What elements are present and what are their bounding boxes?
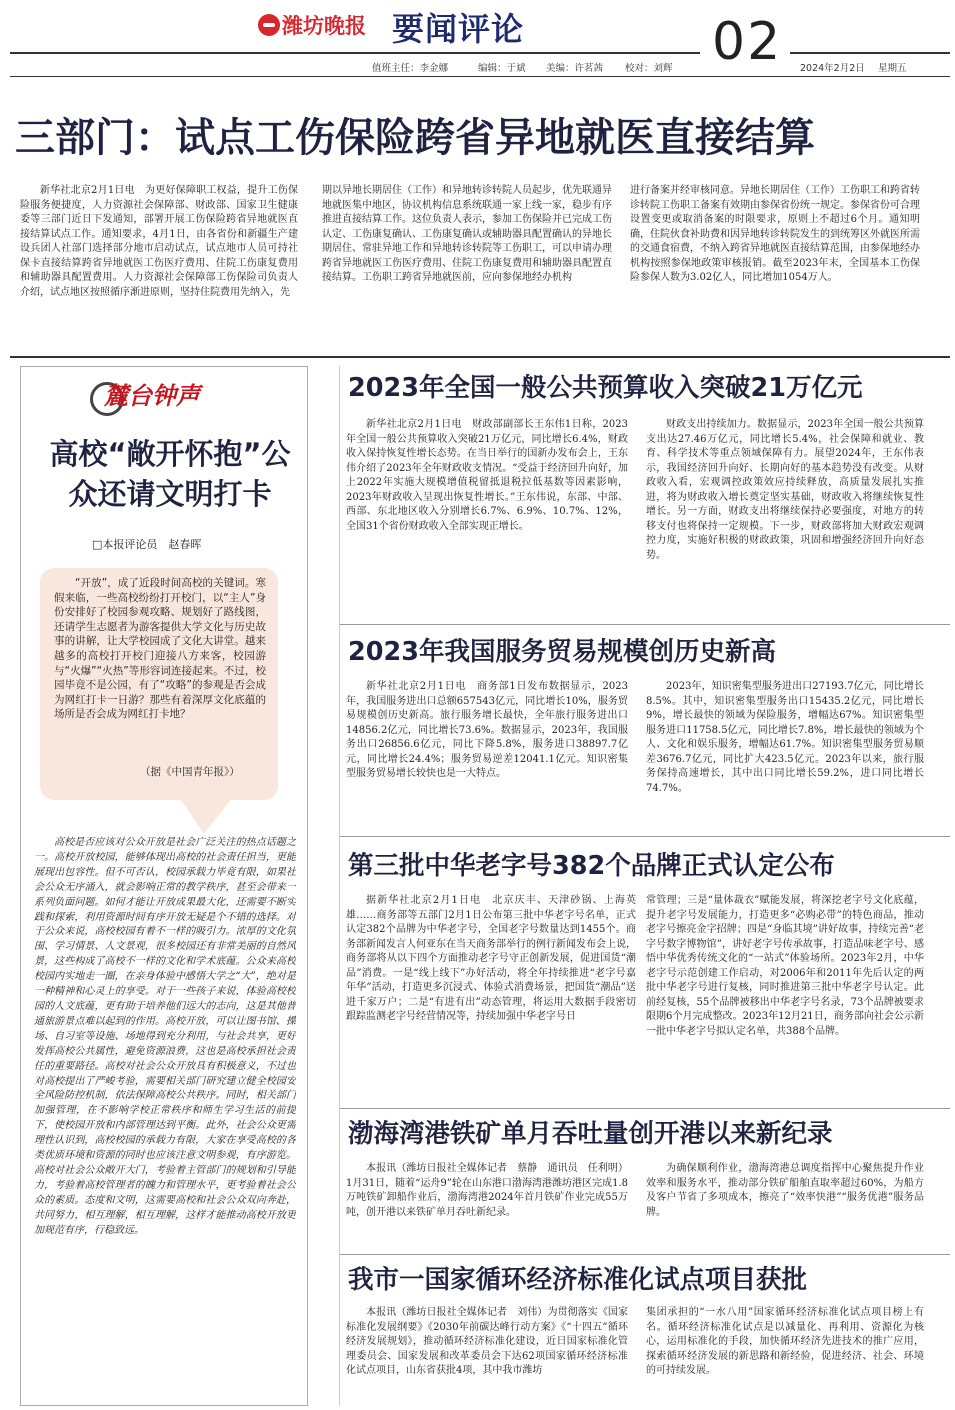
article1-rule bbox=[340, 624, 950, 625]
article1-right: 财政支出持续加力。数据显示，2023年全国一般公共预算支出达27.46万亿元，同比增长5.4%，社会保障和就业、教育、科学技术等重点领域保障有力。展望2024年，王东伟表示，我国经济回升向好、长期向好的基本趋势没有改变。从财政收入看，宏观调控政策效应持续释放，高质量发展扎实推进，将为财政收入增长奠定坚实基础，财政收入将继续恢复性增长。另一方面，财政支出将继续保持必要强度，对地方的转移支付也将保持一定规模。下一步，财政部将加大财政宏观调控力度，实施好积极的财政政策，巩固和增强经济回升向好态势。 bbox=[646, 419, 924, 561]
article5-left: 本报讯（潍坊日报社全媒体记者 刘伟）为贯彻落实《国家标准化发展纲要》《2030年前碳达峰行动方案》《“十四五”循环经济发展规划》，推动循环经济标准化建设，近日国家标准化管理委员会、国家发展和改革委员会下达62项国家循环经济标准化试点项目，山东省获批4项，其中我市潍坊 bbox=[346, 1307, 628, 1376]
article3-headline: 第三批中华老字号382个品牌正式认定公布 bbox=[348, 851, 835, 881]
meta-rule bbox=[10, 76, 950, 77]
article5-right: 集团承担的“一水八用”国家循环经济标准化试点项目榜上有名。循环经济标准化试点是以减量化、再利用、资源化为核心，运用标准化的手段，加快循环经济先进技术的推广应用，探索循环经济发展的新思路和新经验，促进经济、社会、环境的可持续发展。 bbox=[646, 1307, 924, 1376]
proofreader: 校对：刘辉 bbox=[625, 63, 673, 74]
logo-mark-icon bbox=[258, 14, 280, 36]
lead-col1: 新华社北京2月1日电 为更好保障职工权益，提升工伤保险服务便捷度，人力资源社会保障部、财政部、国家卫生健康委等三部门近日下发通知，部署开展工伤保险跨省异地就医直接结算试点工作。通知要求，4月1日，由各省份和新疆生产建设兵团人社部门选择部分地市启动试点，试点地市人员可持社保卡直接结算跨省异地就医工伤医疗费用、住院工伤康复费用和辅助器具配置费用。人力资源社会保障部工伤保险司负责人介绍，试点地区按照循序渐进原则，坚持住院费用先纳入，先 bbox=[20, 185, 298, 298]
logo-text: 潍坊晚报 bbox=[282, 14, 366, 38]
article2-left: 新华社北京2月1日电 商务部1日发布数据显示，2023年，我国服务进出口总额657543亿元，同比增长10%，服务贸易规模创历史新高。旅行服务增长最快，全年旅行服务进出口14856.2亿元，同比增长73.6%。数据显示，2023年，我国服务出口26856.6亿元，同比下降5.8%，服务进口38897.7亿元，同比增长24.4%；服务贸易逆差12041.1亿元。知识密集型服务贸易增长较快也是一大特点。 bbox=[346, 681, 628, 779]
lead-bottom-rule bbox=[10, 356, 950, 358]
lead-col3: 进行备案并经审核同意。异地长期居住（工作）工伤职工和跨省转诊转院工伤职工备案有效期由参保省份统一规定。参保省份可合理设置变更或取消备案的时限要求，原则上不超过6个月。通知明确，住院伙食补助费和因异地转诊转院发生的到统筹区外就医所需的交通食宿费，不纳入跨省异地就医直接结算范围，由参保地经办机构按照参保地政策审核报销。截至2023年末，全国基本工伤保险参保人数为3.02亿人，同比增加1054万人。 bbox=[630, 185, 920, 283]
quote-source: （据《中国青年报》） bbox=[140, 766, 240, 778]
editor: 编辑：于斌 bbox=[478, 63, 526, 74]
article3-right: 常管理；三是“量体裁衣”赋能发展，将深挖老字号文化底蕴，提升老字号发展能力，打造更多“必购必带”的特色商品，推动老字号擦亮金字招牌；四是“身临其境”讲好故事，持续完善“老字号数字博物馆”，讲好老字号传承故事，打造品味老字号、感悟中华优秀传统文化的“一站式”体验场所。2023年2月，中华老字号示范创建工作启动，对2006年和2011年先后认定的两批中华老字号进行复核，同时推进第三批中华老字号认定。此前经复核，55个品牌被移出中华老字号名录，73个品牌被要求限期6个月完成整改。2023年12月21日，商务部向社会公示新一批中华老字号拟认定名单，共388个品牌。 bbox=[646, 895, 924, 1037]
article1-left: 新华社北京2月1日电 财政部副部长王东伟1日称，2023年全国一般公共预算收入突破21万亿元，同比增长6.4%，财政收入保持恢复性增长态势。在当日举行的国新办发布会上，王东伟介绍了2023年全年财政收支情况。“受益于经济回升向好，加上2022年实施大规模增值税留抵退税拉低基数等因素影响，2023年财政收入呈现出恢复性增长。”王东伟说，东部、中部、西部、东北地区收入分别增长6.7%、6.9%、10.7%、12%，全国31个省份财政收入全部实现正增长。 bbox=[346, 419, 628, 532]
section-title: 要闻评论 bbox=[392, 10, 525, 48]
column-brand bbox=[90, 376, 280, 420]
masthead-rule bbox=[10, 52, 700, 54]
article4-left: 本报讯（潍坊日报社全媒体记者 蔡静 通讯员 任利明）1月31日，随着“运舟9”轮在山东港口渤海湾港潍坊港区完成1.8万吨铁矿卸船作业后，渤海湾港2024年首月铁矿作业完成55万吨，创开港以来铁矿单月吞吐新纪录。 bbox=[346, 1163, 628, 1218]
issue-date: 2024年2月2日 bbox=[800, 63, 865, 74]
article2-headline: 2023年我国服务贸易规模创历史新高 bbox=[348, 637, 776, 667]
column-divider bbox=[339, 366, 340, 1406]
duty-editor: 值班主任：李金娜 bbox=[372, 63, 449, 74]
article5-headline: 我市一国家循环经济标准化试点项目获批 bbox=[348, 1265, 808, 1295]
column-brand-text: 麓台钟声 bbox=[104, 381, 200, 410]
article2-rule bbox=[340, 836, 950, 837]
quote-text: “开放”，成了近段时间高校的关键词。寒假来临，一些高校纷纷打开校门，以“主人”身份安排好了校园参观攻略、规划好了路线图，还请学生志愿者为游客提供大学文化与历史故事的讲解，让大学校园成了文化大讲堂。越来越多的高校打开校门迎接八方来客，校园游与“火爆”“火热”等形容词连接起来。不过，校园毕竟不是公园，有了“攻略”的参观是否会成为网红打卡一日游？那些有着深厚文化底蕴的场所是否会成为网红打卡地？ bbox=[54, 577, 266, 721]
quote-bubble bbox=[40, 568, 278, 800]
masthead-rule-right bbox=[790, 52, 950, 54]
lead-headline: 三部门：试点工伤保险跨省异地就医直接结算 bbox=[15, 115, 815, 161]
article1-headline: 2023年全国一般公共预算收入突破21万亿元 bbox=[348, 373, 863, 403]
commentary-byline: □本报评论员 赵春晖 bbox=[92, 538, 202, 551]
article2-right: 2023年，知识密集型服务进出口27193.7亿元，同比增长8.5%。其中，知识密集型服务出口15435.2亿元，同比增长9%，增长最快的领域为保险服务，增幅达67%。知识密集型服务进口11758.5亿元，同比增长7.8%，增长最快的领域为个人、文化和娱乐服务，增幅达61.7%。知识密集型服务贸易顺差3676.7亿元，同比扩大423.5亿元。2023年以来，旅行服务保持高速增长，其中出口同比增长59.2%，进口同比增长74.7%。 bbox=[646, 681, 924, 794]
page-number: 02 bbox=[712, 12, 783, 72]
article4-rule bbox=[340, 1254, 950, 1255]
article4-right: 为确保顺利作业，渤海湾港总调度指挥中心聚焦提升作业效率和服务水平，推动部分铁矿船舶直取率超过60%，为船方及客户节省了多项成本，擦亮了“效率快港”“服务优港”服务品牌。 bbox=[646, 1163, 924, 1218]
lead-col2: 期以异地长期居住（工作）和异地转诊转院人员起步，优先联通异地就医集中地区，协议机构信息系统联通一家上线一家，稳步有序推进直接结算工作。这位负责人表示，参加工伤保险并已完成工伤认定、工伤康复确认、工伤康复确认或辅助器具配置确认的异地长期居住、常驻异地工作和异地转诊转院等工伤职工，可以申请办理跨省异地就医工伤医疗费用、住院工伤康复费用和辅助器具配置直接结算。工伤职工跨省异地就医前，应向参保地经办机构 bbox=[322, 185, 612, 283]
article3-rule bbox=[340, 1108, 950, 1109]
quote-bubble-tail bbox=[180, 798, 232, 834]
newspaper-logo bbox=[258, 6, 368, 46]
article4-headline: 渤海湾港铁矿单月吞吐量创开港以来新纪录 bbox=[348, 1119, 833, 1149]
commentary-title: 高校“敞开怀抱”公众还请文明打卡 bbox=[49, 437, 291, 511]
issue-weekday: 星期五 bbox=[878, 63, 907, 74]
article3-left: 据新华社北京2月1日电 北京庆丰、天津砂锅、上海英雄……商务部等五部门2月1日公布第三批中华老字号名单，正式认定382个品牌为中华老字号，全国老字号数量达到1455个。商务部新闻发言人何亚东在当天商务部举行的例行新闻发布会上说，商务部将从以下四个方面推动老字号守正创新发展，促进国货“潮品”消费。一是“线上线下”办好活动，将全年持续推进“老字号嘉年华”活动，打造更多沉浸式、体验式消费场景，把国货“潮品”送进千家万户；二是“有进有出”动态管理，将运用大数据手段密切跟踪监测老字号经营情况等，持续加强中华老字号日 bbox=[346, 895, 636, 1022]
art-editor: 美编：许茗茜 bbox=[546, 63, 604, 74]
commentary-body: 高校是否应该对公众开放是社会广泛关注的热点话题之一。高校开放校园，能够体现出高校的社会责任担当，更能展现出包容性。但不可否认，校园承载力毕竟有限，如果社会公众无序涌入，就会影响正常的教学秩序，甚至会带来一系列负面问题。如何才能让开放成果最大化，还需要不断实践和探索，利用资源时间有序开放无疑是个不错的选择。对于公众来说，高校校园有着不一样的吸引力。浓厚的文化氛围、学习情景、人文景观，很多校园还有非常美丽的自然风景，这些构成了高校不一样的文化和学术底蕴。公众来高校校园内实地走一圈，在亲身体验中感悟大学之“大”，绝对是一种精神和心灵上的享受。对于一些孩子来说，体验高校校园的人文底蕴，更有助于培养他们远大的志向，这是其他普通旅游景点难以起到的作用。高校开放，可以让图书馆、操场、自习室等设施、场地得到充分利用，与社会共享，更好发挥高校公共属性，避免资源浪费，这也是高校承担社会责任的重要路径。高校对社会公众开放具有积极意义，不过也对高校提出了严峻考验，需要相关部门研究建立健全校园安全风险防控机制，依法保障高校公共秩序。同时，相关部门加强管理，在不影响学校正常秩序和师生学习生活的前提下，使校园开放和内部管理达到平衡。此外，社会公众更需理性认识到，高校校园的承载力有限，大家在享受高校的各类优质环境和资源的同时也应该注意文明参观，有序游览。高校对社会公众敞开大门，考验着主管部门的规划和引导能力，考验着高校管理者的魄力和管理水平，更考验着社会公众的素质。态度和文明，这需要高校和社会公众双向奔赴，共同努力，相互理解，相互理解，这样才能推动高校开放更加规范有序，行稳致远。 bbox=[34, 837, 296, 1236]
